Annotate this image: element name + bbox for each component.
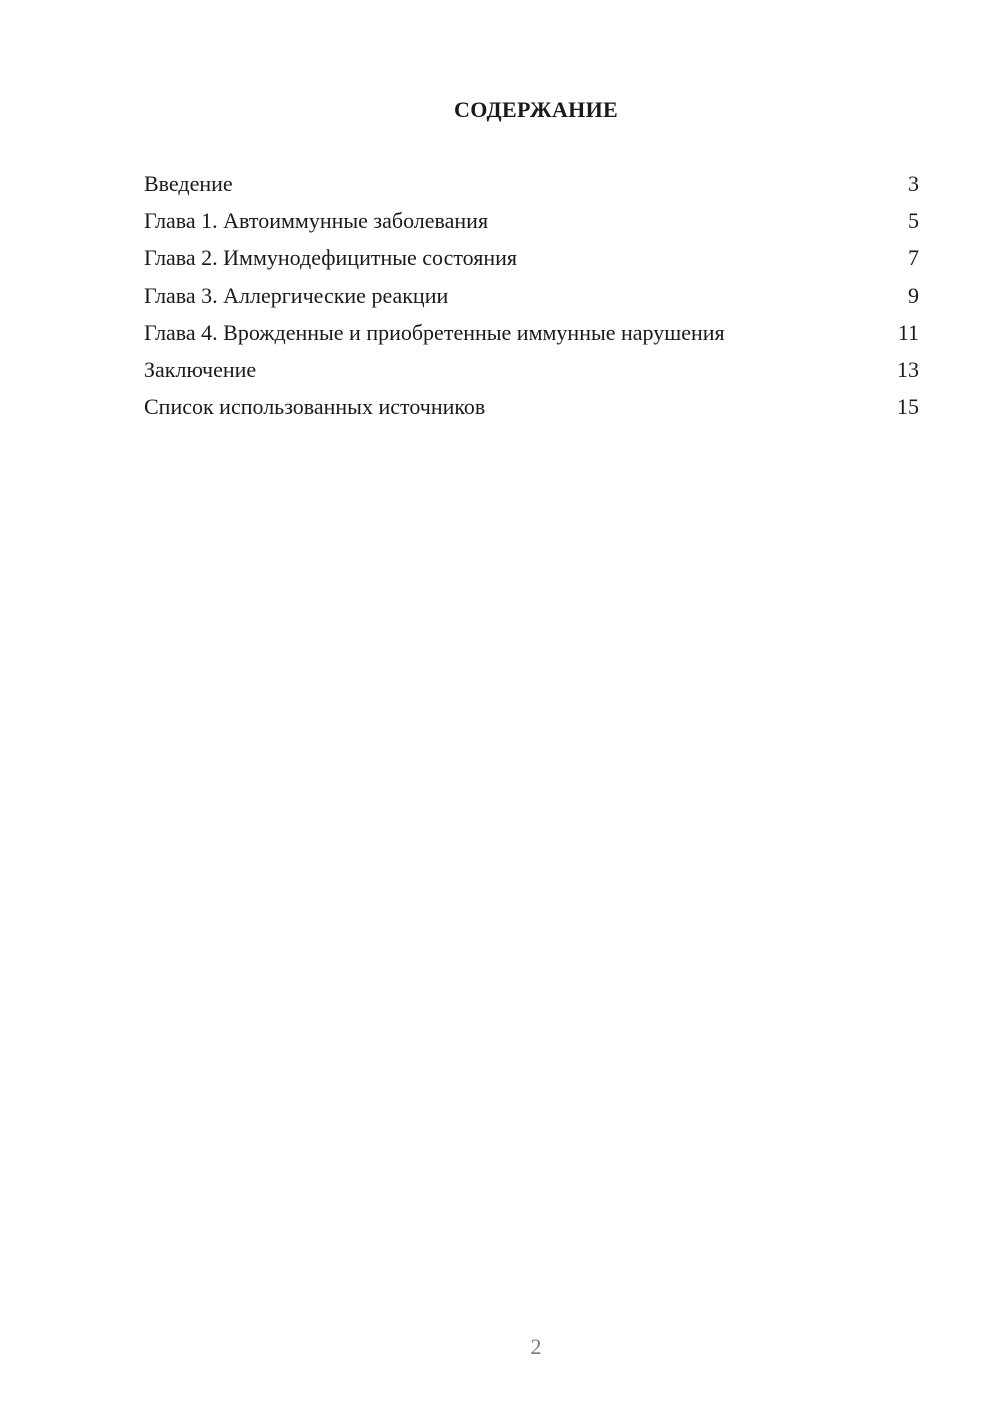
toc-entry-conclusion[interactable] xyxy=(144,354,919,391)
toc-title: СОДЕРЖАНИЕ xyxy=(454,97,618,122)
toc-entry-page-number: 11 xyxy=(897,319,919,345)
toc-entry-page-number: 7 xyxy=(908,245,919,271)
toc-entry-chapter-1[interactable] xyxy=(144,205,919,242)
toc-entry-page-number: 3 xyxy=(908,171,919,196)
toc-entry-chapter-3[interactable] xyxy=(144,280,919,317)
toc-entry-label: Заключение xyxy=(144,356,257,382)
toc-entry-label: Введение xyxy=(144,171,233,196)
toc-entry-page-number: 9 xyxy=(908,282,919,308)
toc-entry-label: Список использованных источников xyxy=(144,394,486,420)
toc-entry-page-number: 13 xyxy=(897,356,919,382)
table-of-contents xyxy=(144,168,919,428)
toc-entry-label: Глава 1. Автоиммунные заболевания xyxy=(144,208,489,234)
toc-entry-page-number: 15 xyxy=(897,394,919,420)
toc-entry-label: Глава 2. Иммунодефицитные состояния xyxy=(144,245,518,271)
toc-entry-chapter-2[interactable] xyxy=(144,242,919,279)
toc-entry-label: Глава 4. Врожденные и приобретенные иммунные нарушения xyxy=(144,319,725,345)
toc-entry-introduction[interactable] xyxy=(144,168,919,205)
toc-entry-label: Глава 3. Аллергические реакции xyxy=(144,282,449,308)
page-number: 2 xyxy=(530,1334,542,1359)
toc-entry-chapter-4[interactable] xyxy=(144,317,919,354)
toc-entry-page-number: 5 xyxy=(908,208,919,234)
toc-entry-references[interactable] xyxy=(144,391,919,428)
